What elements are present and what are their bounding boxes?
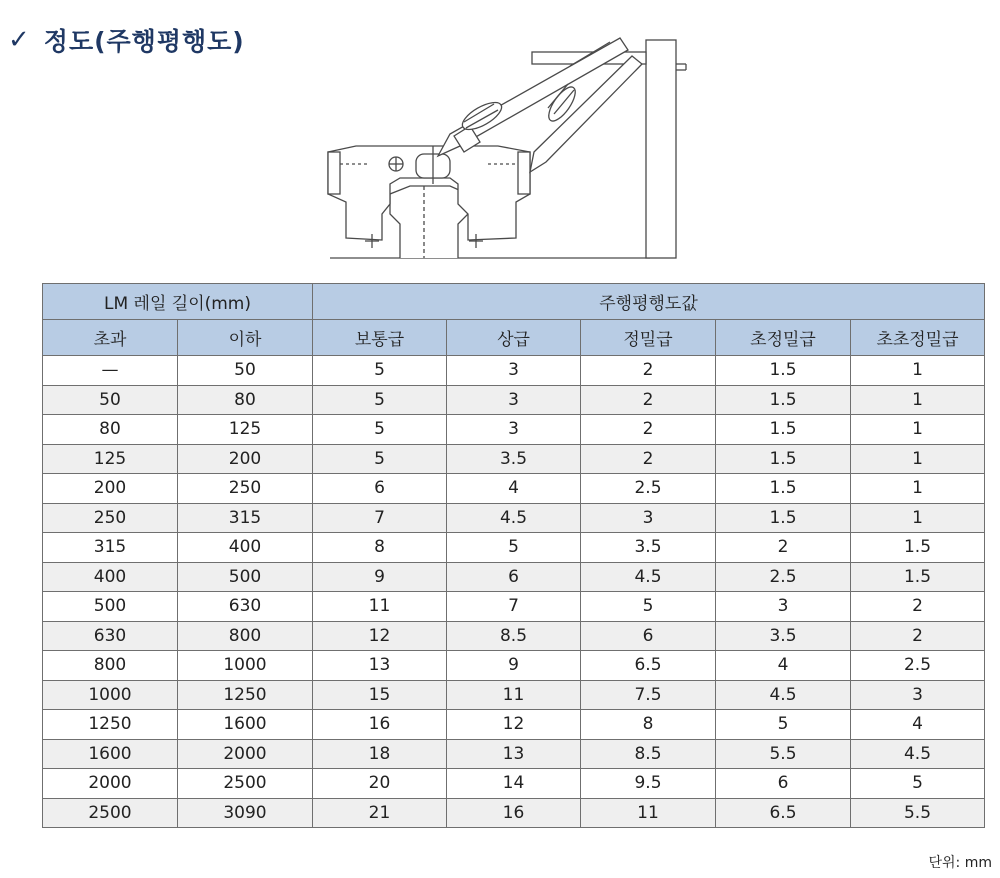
table-cell: 5 xyxy=(716,710,851,740)
table-cell: 3 xyxy=(581,503,716,533)
table-cell: 4.5 xyxy=(851,739,985,769)
table-cell: 21 xyxy=(313,798,447,828)
table-cell: 4.5 xyxy=(716,680,851,710)
table-cell: 11 xyxy=(447,680,581,710)
table-cell: 400 xyxy=(43,562,178,592)
table-cell: 50 xyxy=(43,385,178,415)
table-row xyxy=(43,710,985,740)
header-rail-length: LM 레일 길이(mm) xyxy=(43,284,313,320)
table-cell: 9 xyxy=(313,562,447,592)
table-cell: 5 xyxy=(447,533,581,563)
header-high-grade: 상급 xyxy=(447,320,581,356)
table-cell: 1.5 xyxy=(851,533,985,563)
table-cell: 1 xyxy=(851,385,985,415)
table-cell: 2.5 xyxy=(851,651,985,681)
table-cell: 6.5 xyxy=(716,798,851,828)
table-cell: 13 xyxy=(447,739,581,769)
table-row xyxy=(43,444,985,474)
table-body xyxy=(43,356,985,828)
section-heading xyxy=(8,20,245,60)
table-cell: 1.5 xyxy=(716,444,851,474)
table-row xyxy=(43,533,985,563)
header-under: 이하 xyxy=(178,320,313,356)
table-cell: 2 xyxy=(581,444,716,474)
header-super-precision-grade: 초정밀급 xyxy=(716,320,851,356)
table-cell: 2000 xyxy=(43,769,178,799)
table-cell: 8.5 xyxy=(447,621,581,651)
table-cell: 5 xyxy=(851,769,985,799)
table-cell: 11 xyxy=(581,798,716,828)
table-cell: 4 xyxy=(447,474,581,504)
table-cell: 1 xyxy=(851,356,985,386)
table-cell: 7.5 xyxy=(581,680,716,710)
table-cell: 4.5 xyxy=(447,503,581,533)
table-row xyxy=(43,769,985,799)
table-cell: 1.5 xyxy=(851,562,985,592)
table-cell: 5 xyxy=(313,356,447,386)
table-cell: 2500 xyxy=(43,798,178,828)
table-cell: 4 xyxy=(851,710,985,740)
table-cell: 315 xyxy=(43,533,178,563)
table-cell: 2 xyxy=(851,621,985,651)
table-cell: — xyxy=(43,356,178,386)
table-cell: 3 xyxy=(447,415,581,445)
table-cell: 1.5 xyxy=(716,415,851,445)
table-cell: 1.5 xyxy=(716,385,851,415)
table-cell: 1250 xyxy=(178,680,313,710)
table-cell: 250 xyxy=(178,474,313,504)
table-cell: 14 xyxy=(447,769,581,799)
table-cell: 6 xyxy=(313,474,447,504)
table-cell: 1 xyxy=(851,415,985,445)
header-ultra-precision-grade: 초초정밀급 xyxy=(851,320,985,356)
table-cell: 9 xyxy=(447,651,581,681)
table-row xyxy=(43,503,985,533)
table-cell: 2500 xyxy=(178,769,313,799)
checkmark-icon: ✓ xyxy=(8,25,30,55)
table-cell: 8 xyxy=(313,533,447,563)
table-cell: 5.5 xyxy=(716,739,851,769)
header-parallelism-value: 주행평행도값 xyxy=(313,284,985,320)
table-cell: 125 xyxy=(43,444,178,474)
table-cell: 1 xyxy=(851,444,985,474)
table-cell: 5 xyxy=(581,592,716,622)
table-cell: 250 xyxy=(43,503,178,533)
table-cell: 800 xyxy=(43,651,178,681)
table-cell: 12 xyxy=(313,621,447,651)
table-cell: 6 xyxy=(716,769,851,799)
table-cell: 11 xyxy=(313,592,447,622)
table-cell: 50 xyxy=(178,356,313,386)
table-row xyxy=(43,651,985,681)
table-cell: 8 xyxy=(581,710,716,740)
table-cell: 125 xyxy=(178,415,313,445)
table-cell: 1 xyxy=(851,503,985,533)
header-precision-grade: 정밀급 xyxy=(581,320,716,356)
table-cell: 7 xyxy=(313,503,447,533)
table-row xyxy=(43,739,985,769)
table-cell: 1.5 xyxy=(716,356,851,386)
table-cell: 80 xyxy=(178,385,313,415)
table-cell: 1250 xyxy=(43,710,178,740)
table-cell: 5.5 xyxy=(851,798,985,828)
table-cell: 2.5 xyxy=(716,562,851,592)
table-cell: 1600 xyxy=(43,739,178,769)
table-cell: 2 xyxy=(851,592,985,622)
table-cell: 2.5 xyxy=(581,474,716,504)
table-row xyxy=(43,680,985,710)
sub-header-row xyxy=(43,320,985,356)
table-cell: 6.5 xyxy=(581,651,716,681)
header-over: 초과 xyxy=(43,320,178,356)
table-cell: 8.5 xyxy=(581,739,716,769)
table-cell: 3 xyxy=(447,385,581,415)
table-cell: 3.5 xyxy=(716,621,851,651)
unit-note: 단위: mm xyxy=(928,855,992,871)
table-cell: 800 xyxy=(178,621,313,651)
table-cell: 5 xyxy=(313,415,447,445)
table-cell: 18 xyxy=(313,739,447,769)
table-cell: 630 xyxy=(178,592,313,622)
table-row xyxy=(43,621,985,651)
table-cell: 1.5 xyxy=(716,503,851,533)
header-normal-grade: 보통급 xyxy=(313,320,447,356)
table-cell: 12 xyxy=(447,710,581,740)
table-row xyxy=(43,356,985,386)
table-cell: 3.5 xyxy=(447,444,581,474)
table-cell: 3 xyxy=(447,356,581,386)
table-cell: 1 xyxy=(851,474,985,504)
table-cell: 1000 xyxy=(178,651,313,681)
table-row xyxy=(43,798,985,828)
table-cell: 4 xyxy=(716,651,851,681)
table-cell: 4.5 xyxy=(581,562,716,592)
table-cell: 13 xyxy=(313,651,447,681)
table-cell: 500 xyxy=(178,562,313,592)
table-row xyxy=(43,415,985,445)
table-cell: 1600 xyxy=(178,710,313,740)
table-cell: 6 xyxy=(581,621,716,651)
table-cell: 1.5 xyxy=(716,474,851,504)
table-cell: 200 xyxy=(43,474,178,504)
page-title: 정도(주행평행도) xyxy=(43,27,245,56)
table-cell: 2 xyxy=(716,533,851,563)
table-row xyxy=(43,385,985,415)
table-cell: 5 xyxy=(313,444,447,474)
table-cell: 400 xyxy=(178,533,313,563)
table-row xyxy=(43,562,985,592)
table-cell: 3 xyxy=(851,680,985,710)
table-cell: 3.5 xyxy=(581,533,716,563)
table-cell: 315 xyxy=(178,503,313,533)
table-cell: 3090 xyxy=(178,798,313,828)
table-cell: 80 xyxy=(43,415,178,445)
table-cell: 7 xyxy=(447,592,581,622)
parallelism-table xyxy=(42,283,985,828)
table-row xyxy=(43,474,985,504)
group-header-row xyxy=(43,284,985,320)
table-cell: 2 xyxy=(581,385,716,415)
table-cell: 200 xyxy=(178,444,313,474)
table-cell: 20 xyxy=(313,769,447,799)
table-cell: 2 xyxy=(581,415,716,445)
table-cell: 6 xyxy=(447,562,581,592)
table-cell: 16 xyxy=(447,798,581,828)
table-cell: 500 xyxy=(43,592,178,622)
table-cell: 630 xyxy=(43,621,178,651)
table-cell: 3 xyxy=(716,592,851,622)
table-cell: 16 xyxy=(313,710,447,740)
table-row xyxy=(43,592,985,622)
table-cell: 5 xyxy=(313,385,447,415)
table-cell: 1000 xyxy=(43,680,178,710)
table-cell: 2000 xyxy=(178,739,313,769)
table-cell: 15 xyxy=(313,680,447,710)
table-cell: 2 xyxy=(581,356,716,386)
measurement-diagram xyxy=(320,34,700,268)
table-cell: 9.5 xyxy=(581,769,716,799)
